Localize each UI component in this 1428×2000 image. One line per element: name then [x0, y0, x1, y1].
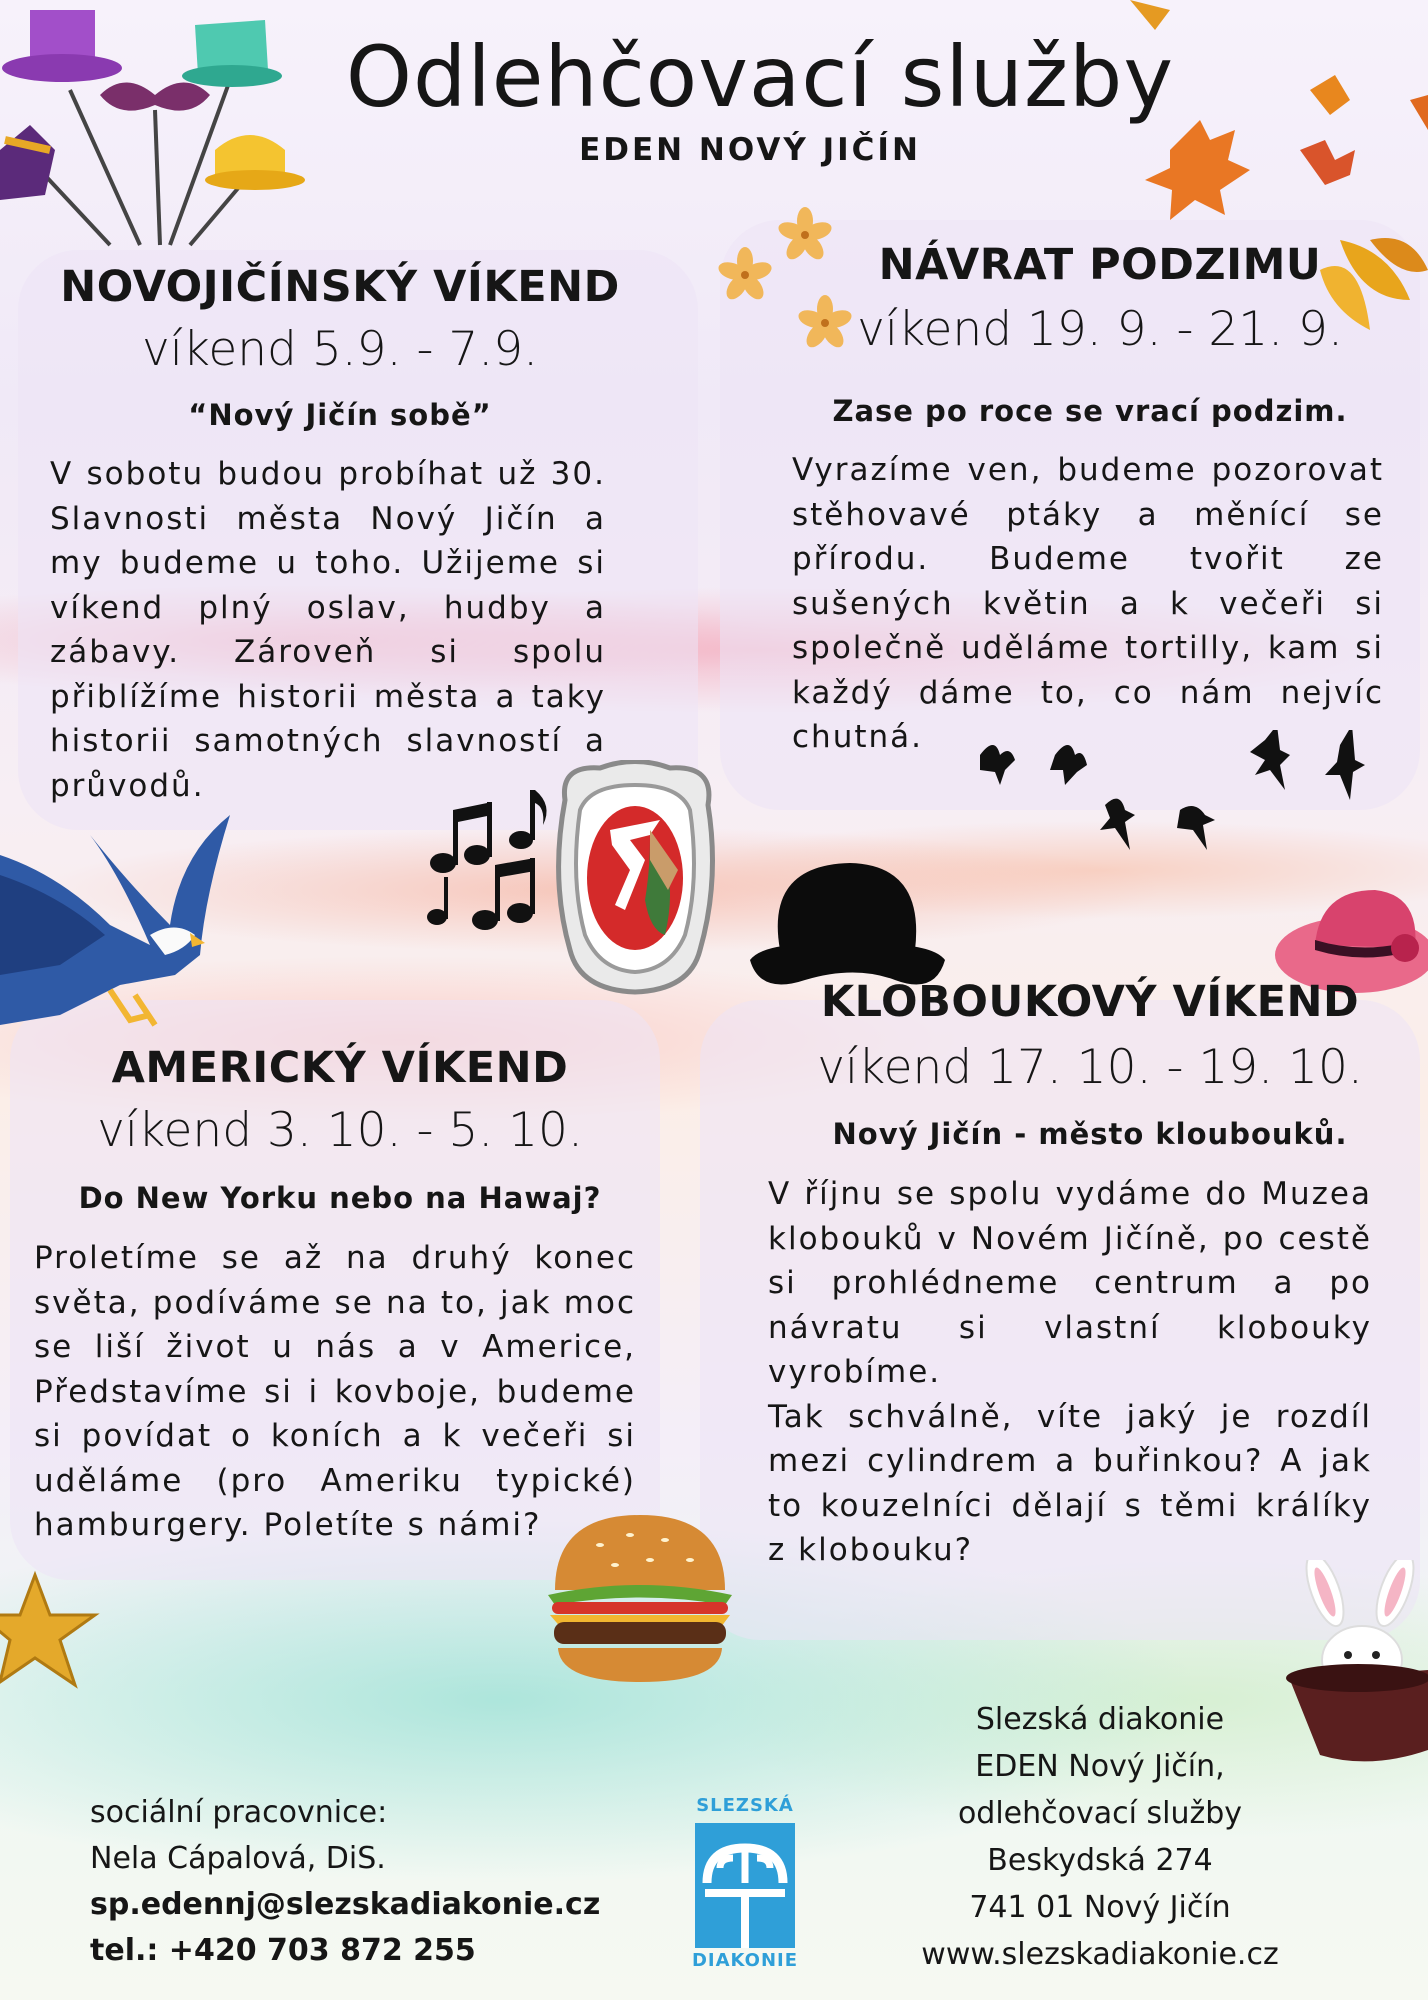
burger-icon [540, 1510, 740, 1685]
section-tagline-navrat-podzimu: Zase po roce se vrací podzim. [832, 394, 1348, 428]
website-link[interactable]: www.slezskadiakonie.cz [921, 1937, 1279, 1972]
contact-role: sociální pracovnice: [90, 1795, 388, 1830]
page-subtitle: EDEN NOVÝ JIČÍN [579, 132, 921, 168]
contact-block [90, 1790, 650, 1974]
logo-text-top: SLEZSKÁ [696, 1795, 794, 1816]
party-hats-icon [0, 0, 310, 250]
section-body-kloboukovy: V říjnu se spolu vydáme do Muzea klobouků v Novém Jičíně, po cestě si prohlédneme centrum a po návratu si vlastní klobouky vyrobíme. Tak schválně, víte jaký je rozdíl mezi cylindrem a buřinkou? A jak to kouzelníci dělají s těmi králíky z klobouku? [768, 1176, 1372, 1568]
logo-text-bottom: DIAKONIE [691, 1950, 799, 1971]
slezska-diakonie-logo [680, 1795, 810, 1975]
section-tagline-novojicinsky: “Nový Jičín sobě” [188, 398, 492, 432]
section-heading-novojicinsky: NOVOJIČÍNSKÝ VÍKEND [60, 262, 620, 312]
section-dates-navrat-podzimu: víkend 19. 9. - 21. 9. [857, 302, 1343, 357]
section-dates-novojicinsky: víkend 5.9. - 7.9. [141, 322, 539, 377]
contact-email[interactable]: sp.edennj@slezskadiakonie.cz [90, 1887, 601, 1922]
logo-mark-icon [695, 1823, 795, 1948]
section-body-americky: Proletíme se až na druhý konec světa, podíváme se na to, jak moc se liší život u nás a v Americe, Představíme si i kovboje, budeme si povídat o koních a k večeři si uděláme (pro Ameriku typické) hamburgery. Poletíte s námi? [34, 1240, 636, 1543]
address-block [860, 1696, 1340, 1978]
section-dates-kloboukovy: víkend 17. 10. - 19. 10. [817, 1040, 1363, 1095]
address-line-1: Slezská diakonie [975, 1702, 1225, 1737]
address-line-5: 741 01 Nový Jičín [969, 1890, 1231, 1925]
contact-phone[interactable]: tel.: +420 703 872 255 [90, 1933, 476, 1968]
page-title: Odlehčovací služby [345, 28, 1175, 126]
section-heading-navrat-podzimu: NÁVRAT PODZIMU [878, 240, 1322, 290]
address-line-4: Beskydská 274 [987, 1843, 1213, 1878]
section-tagline-americky: Do New Yorku nebo na Hawaj? [78, 1181, 602, 1215]
address-line-2: EDEN Nový Jičín, [975, 1749, 1225, 1784]
section-tagline-kloboukovy: Nový Jičín - město kloubouků. [832, 1117, 1348, 1151]
section-body-novojicinsky: V sobotu budou probíhat už 30. Slavnosti města Nový Jičín a my budeme u toho. Užijeme si víkend plný oslav, hudby a zábavy. Zároveň si spolu přiblížíme historii města a taky historii samotných slavností a průvodů. [50, 456, 606, 804]
birds-icon [965, 730, 1385, 860]
sheriff-star-icon [0, 1570, 100, 1700]
autumn-leaves-icon [1110, 0, 1428, 350]
contact-name: Nela Cápalová, DiS. [90, 1841, 386, 1876]
city-emblem-icon [550, 760, 720, 995]
section-dates-americky: víkend 3. 10. - 5. 10. [97, 1103, 583, 1158]
section-heading-americky: AMERICKÝ VÍKEND [111, 1043, 569, 1093]
section-body-navrat-podzimu: Vyrazíme ven, budeme pozorovat stěhovavé ptáky a měnící se přírodu. Budeme tvořit ze sušených květin a k večeři si společně uděláme tortilly, kam si každý dáme to, co nám nejvíc chutná. [792, 452, 1384, 755]
section-heading-kloboukovy: KLOBOUKOVÝ VÍKEND [820, 977, 1360, 1027]
eagle-icon [0, 815, 235, 1040]
address-line-3: odlehčovací služby [957, 1796, 1243, 1831]
